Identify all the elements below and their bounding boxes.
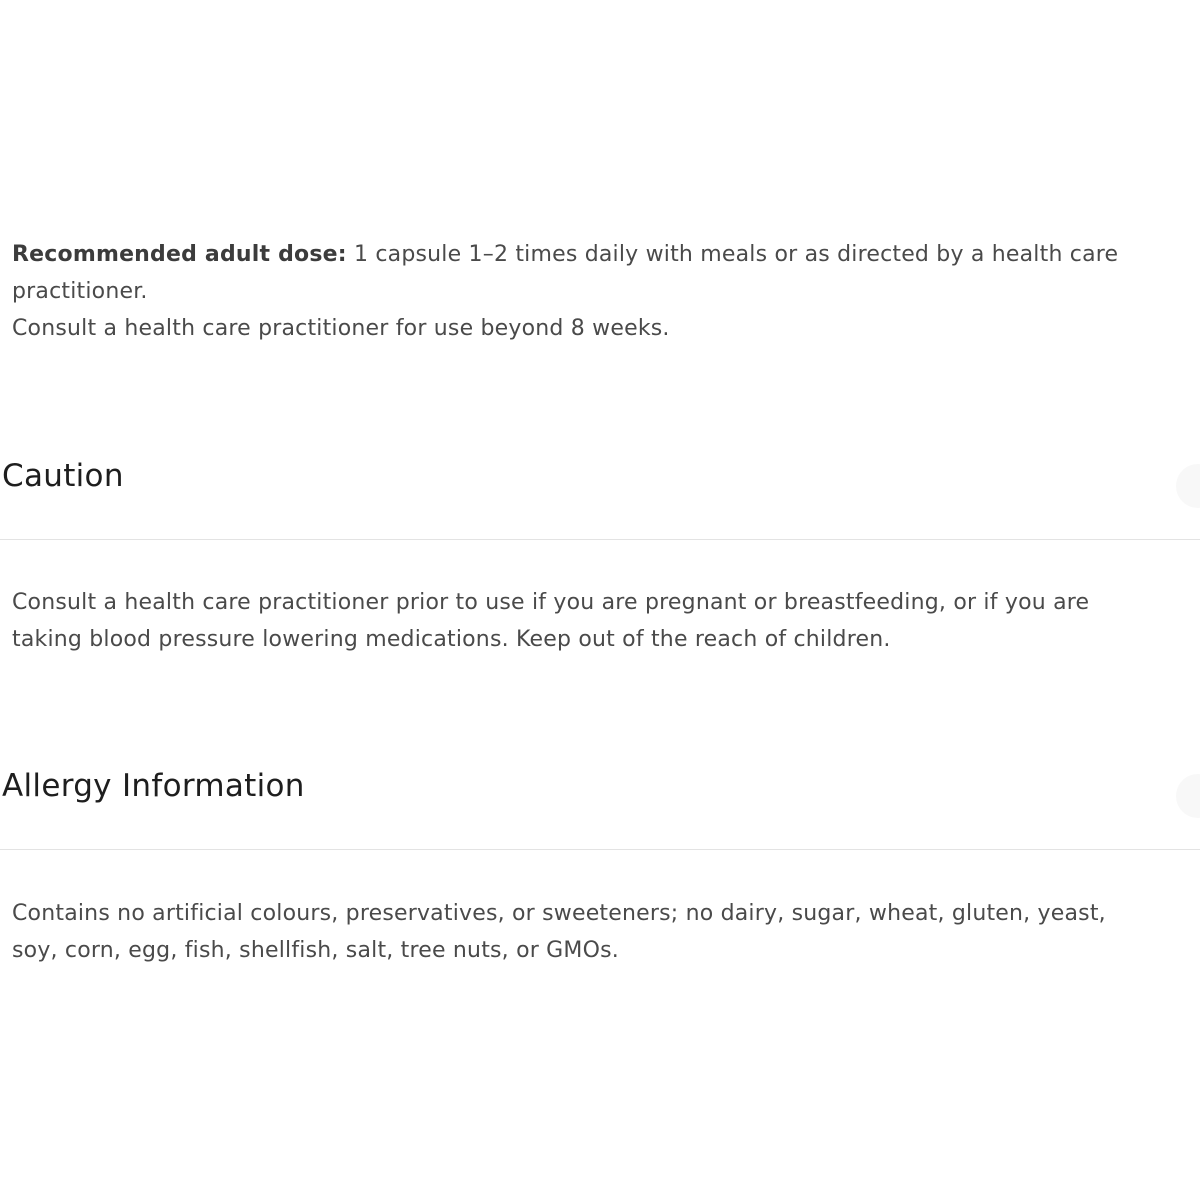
- caution-toggle-button[interactable]: [1176, 464, 1200, 508]
- dosage-text: [12, 236, 1200, 347]
- caution-text: [12, 584, 1200, 658]
- allergy-heading[interactable]: Allergy Information: [2, 768, 305, 804]
- allergy-toggle-button[interactable]: [1176, 774, 1200, 818]
- caution-line-2: taking blood pressure lowering medications. Keep out of the reach of children.: [12, 627, 891, 652]
- allergy-line-1: Contains no artificial colours, preservatives, or sweeteners; no dairy, sugar, wheat, gluten, yeast,: [12, 901, 1106, 926]
- caution-line-1: Consult a health care practitioner prior to use if you are pregnant or breastfeeding, or if you are: [12, 590, 1090, 615]
- section-divider: [0, 849, 1200, 850]
- allergy-text: [12, 895, 1200, 969]
- allergy-line-2: soy, corn, egg, fish, shellfish, salt, tree nuts, or GMOs.: [12, 938, 619, 963]
- section-divider: [0, 539, 1200, 540]
- dosage-instructions: 1 capsule 1–2 times daily with meals or as directed by a health care: [346, 242, 1119, 267]
- caution-heading[interactable]: Caution: [2, 458, 124, 494]
- dosage-line-1: [12, 236, 1200, 273]
- dosage-label: Recommended adult dose:: [12, 242, 347, 267]
- dosage-duration-note: Consult a health care practitioner for use beyond 8 weeks.: [12, 316, 670, 341]
- dosage-line-2: practitioner.: [12, 279, 148, 304]
